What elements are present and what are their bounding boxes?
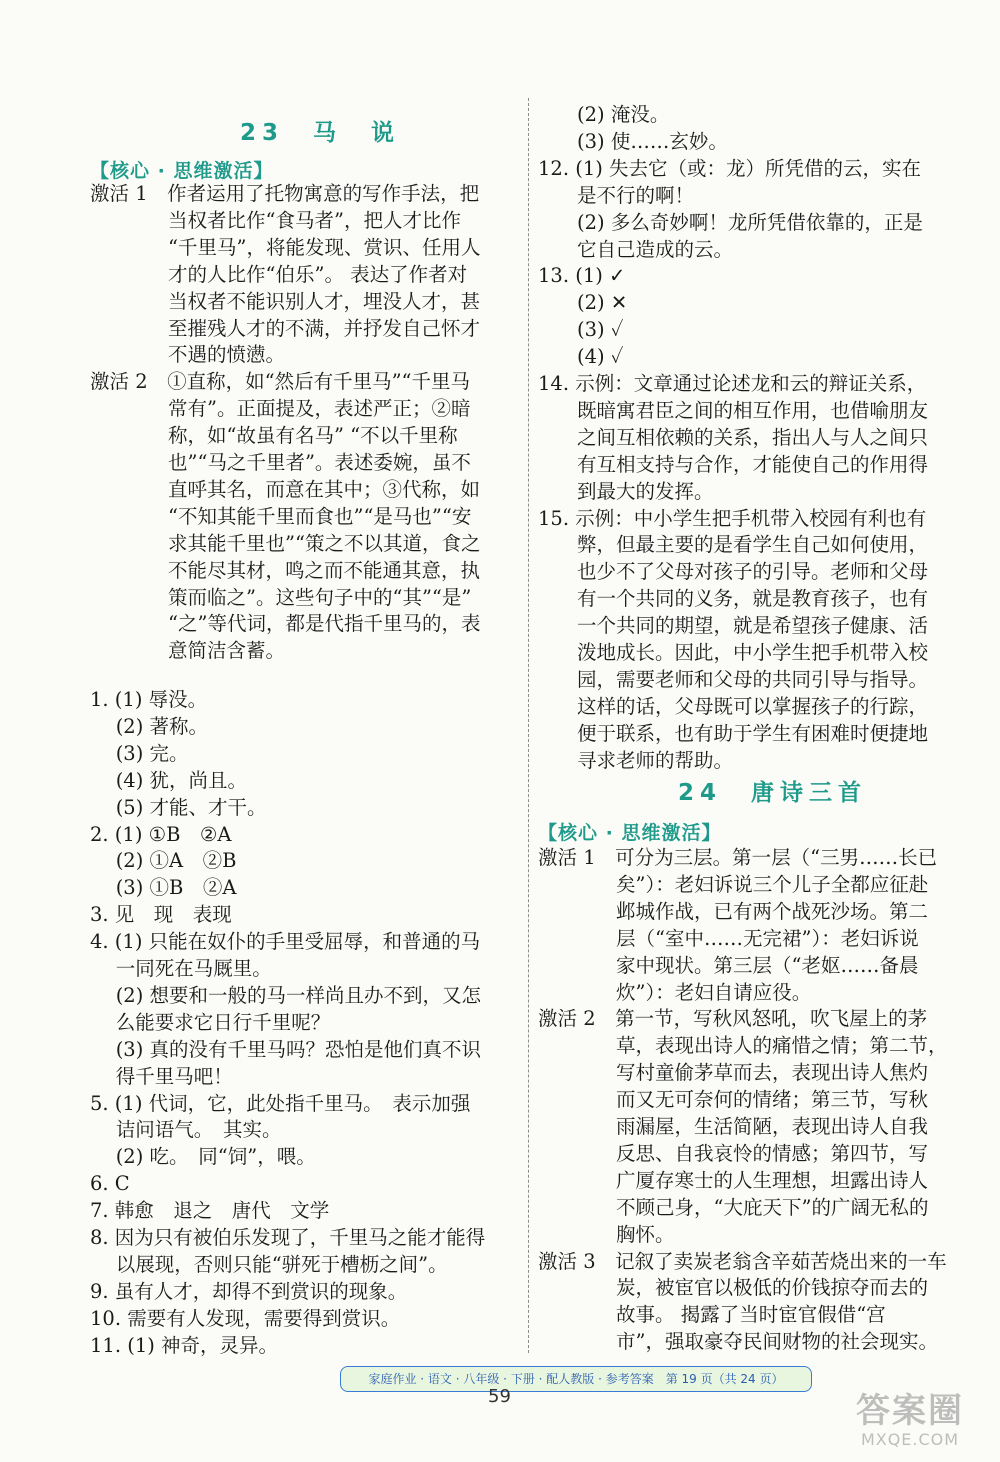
left-exercise-line: 以展现，否则只能“骈死于槽枥之间”。 [90, 1252, 448, 1276]
right-answer-line: (2) ✕ [538, 291, 628, 315]
left-answer-line: 当权者不能识别人才，埋没人才，甚 [90, 289, 481, 313]
left-exercise-line: (4) 犹，尚且。 [90, 768, 248, 792]
left-answer-line: 求其能千里也”“策之不以其道，食之 [90, 531, 481, 555]
right-answer-line: 14. 示例：文章通过论述龙和云的辩证关系， [538, 372, 927, 395]
right-answer-line: (2) 淹没。 [538, 103, 670, 126]
right-activation-line: 不顾己身，“大庇天下”的广阔无私的 [538, 1195, 929, 1219]
left-exercise-line: 一同死在马厩里。 [90, 957, 272, 980]
right-activation-line: 层（“室中……无完裙”）：老妇诉说 [538, 926, 919, 950]
watermark-logo: 答案圈 MXQE.COM [856, 1391, 964, 1449]
left-exercise-line: 11. (1) 神奇，灵异。 [90, 1333, 279, 1357]
right-answer-line: 它自己造成的云。 [538, 237, 734, 261]
right-activation-line: 市”，强取豪夺民间财物的社会现实。 [538, 1330, 938, 1354]
left-answer-line: 意简洁含蓄。 [90, 639, 286, 663]
left-exercise-line: (3) 完。 [90, 741, 189, 765]
left-answer-line: 也”“马之千里者”。表述委婉，虽不 [90, 451, 471, 474]
right-answer-line: 之间互相依赖的关系，指出人与人之间只 [538, 425, 929, 449]
page-number: 59 [488, 1386, 511, 1407]
left-answer-line: 当权者比作“食马者”，把人才比作 [90, 208, 461, 232]
lesson-24-title: 24 唐诗三首 [678, 780, 868, 806]
right-activation-line: 而又无可奈何的情绪；第三节，写秋 [538, 1088, 929, 1112]
right-activation-line: 家中现状。第三层（“老妪……备晨 [538, 953, 919, 977]
left-exercise-line: (2) 著称。 [90, 714, 209, 738]
left-answer-line: 直呼其名，而意在其中；③代称，如 [90, 477, 481, 501]
right-activation-line: 胸怀。 [538, 1222, 675, 1246]
right-activation-line: 草，表现出诗人的痛惜之情；第二节， [538, 1034, 948, 1058]
left-answer-line: 至摧残人才的不满，并抒发自己怀才 [90, 316, 481, 340]
right-activation-line: 激活 3 记叙了卖炭老翁含辛茹苦烧出来的一车 [538, 1249, 947, 1273]
left-exercise-line: 7. 韩愈 退之 唐代 文学 [90, 1199, 330, 1223]
left-exercise-line: (3) ①B ②A [90, 876, 237, 900]
right-activation-line: 广厦存寒士的人生理想，坦露出诗人 [538, 1168, 929, 1192]
right-answer-line: 便于联系，也有助于学生有困难时便捷地 [538, 721, 929, 745]
right-answer-line: 园，需要老师和父母的共同引导与指导。 [538, 667, 929, 691]
left-exercise-line: (2) 吃。 同“饲”，喂。 [90, 1145, 316, 1169]
right-answer-line: 既暗寓君臣之间的相互作用，也借喻朋友 [538, 398, 929, 422]
right-activation-line: 矣”）：老妇诉说三个儿子全都应征赴 [538, 872, 929, 896]
left-exercise-line: 5. (1) 代词，它，此处指千里马。 表示加强 [90, 1091, 471, 1115]
column-divider [528, 98, 529, 1353]
left-exercise-line: 1. (1) 辱没。 [90, 688, 208, 711]
right-answer-line: 也少不了父母对孩子的引导。老师和父母 [538, 560, 929, 584]
right-activation-line: 写村童偷茅草而去，表现出诗人焦灼 [538, 1061, 929, 1085]
left-exercise-line: 8. 因为只有被伯乐发现了，千里马之能才能得 [90, 1226, 486, 1249]
right-answer-line: 弊，但最主要的是看学生自己如何使用， [538, 533, 929, 557]
right-answer-line: 13. (1) ✓ [538, 264, 626, 288]
left-exercise-line: 得千里马吧！ [90, 1064, 233, 1088]
right-answer-line: 寻求老师的帮助。 [538, 748, 734, 772]
left-answer-line: 激活 2 ①直称，如“然后有千里马”“千里马 [90, 370, 471, 394]
right-answer-line: (2) 多么奇妙啊！龙所凭借依靠的，正是 [538, 210, 923, 234]
left-answer-line: 才的人比作“伯乐”。 表达了作者对 [90, 262, 468, 286]
right-answer-line: (3) ✓ [538, 318, 624, 342]
right-activation-line: 雨漏屋，生活简陋，表现出诗人自我 [538, 1115, 929, 1138]
section-core-activation-2: 【核心 · 思维激活】 [538, 822, 722, 844]
right-activation-line: 激活 1 可分为三层。第一层（“三男……长已 [538, 846, 938, 869]
right-answer-line: (3) 使……玄妙。 [538, 129, 728, 153]
footer-info-bar: 家庭作业 · 语文 · 八年级 · 下册 · 配人教版 · 参考答案 第 19 页（共 24 页） [340, 1366, 812, 1392]
right-answer-line: 有互相支持与合作，才能使自己的作用得 [538, 452, 929, 476]
right-answer-line: 15. 示例：中小学生把手机带入校园有利也有 [538, 506, 927, 530]
left-exercise-line: 6. C [90, 1172, 130, 1196]
left-exercise-line: (3) 真的没有千里马吗？恐怕是他们真不识 [90, 1037, 482, 1061]
right-answer-line: (4) ✓ [538, 345, 624, 369]
left-exercise-line: 9. 虽有人才，却得不到赏识的现象。 [90, 1279, 408, 1303]
left-exercise-line: 10. 需要有人发现，需要得到赏识。 [90, 1306, 401, 1330]
left-answer-line: “不知其能千里而食也”“是马也”“安 [90, 504, 472, 528]
left-exercise-line: 2. (1) ①B ②A [90, 822, 232, 846]
right-answer-line: 到最大的发挥。 [538, 479, 714, 503]
left-answer-line: 不能尽其材，鸣之而不能通其意，执 [90, 558, 481, 582]
right-activation-line: 邺城作战，已有两个战死沙场。第二 [538, 899, 929, 923]
left-answer-line: 称，如“故虽有名马” “不以千里称 [90, 424, 458, 448]
right-activation-line: 反思、自我哀怜的情感；第四节，写 [538, 1141, 929, 1165]
section-core-activation: 【核心 · 思维激活】 [90, 160, 274, 182]
left-answer-line: 常有”。正面提及，表述严正；②暗 [90, 397, 471, 421]
left-exercise-line: (2) ①A ②B [90, 849, 237, 873]
right-answer-line: 12. (1) 失去它（或：龙）所凭借的云，实在 [538, 156, 922, 180]
right-activation-line: 炊”）：老妇自请应役。 [538, 980, 812, 1004]
left-answer-line: 不遇的愤懑。 [90, 343, 286, 367]
left-answer-line: “千里马”，将能发现、赏识、任用人 [90, 235, 481, 259]
lesson-23-title: 23 马 说 [240, 120, 401, 146]
left-answer-line: 激活 1 作者运用了托物寓意的写作手法，把 [90, 182, 480, 205]
right-answer-line: 是不行的啊！ [538, 183, 695, 207]
left-exercise-line: (2) 想要和一般的马一样尚且办不到，又怎 [90, 983, 482, 1007]
left-exercise-line: (5) 才能、才干。 [90, 795, 267, 819]
left-answer-line: “之”等代词，都是代指千里马的，表 [90, 612, 481, 636]
right-activation-line: 炭，被宦官以极低的价钱掠夺而去的 [538, 1276, 929, 1300]
right-answer-line: 泼地成长。因此，中小学生把手机带入校 [538, 641, 929, 664]
left-exercise-line: 么能要求它日行千里呢？ [90, 1010, 331, 1034]
right-answer-line: 这样的话，父母既可以掌握孩子的行踪， [538, 694, 929, 718]
right-answer-line: 一个共同的期望，就是希望孩子健康、活 [538, 614, 929, 638]
right-answer-line: 有一个共同的义务，就是教育孩子，也有 [538, 587, 929, 611]
right-activation-line: 激活 2 第一节，写秋风怒吼，吹飞屋上的茅 [538, 1007, 928, 1031]
left-exercise-line: 诘问语气。 其实。 [90, 1118, 282, 1142]
left-exercise-line: 3. 见 现 表现 [90, 903, 232, 927]
left-answer-line: 策而临之”。这些句子中的“其”“是” [90, 585, 472, 609]
right-activation-line: 故事。 揭露了当时宦官假借“宫 [538, 1303, 886, 1327]
left-exercise-line: 4. (1) 只能在奴仆的手里受屈辱，和普通的马 [90, 930, 481, 954]
